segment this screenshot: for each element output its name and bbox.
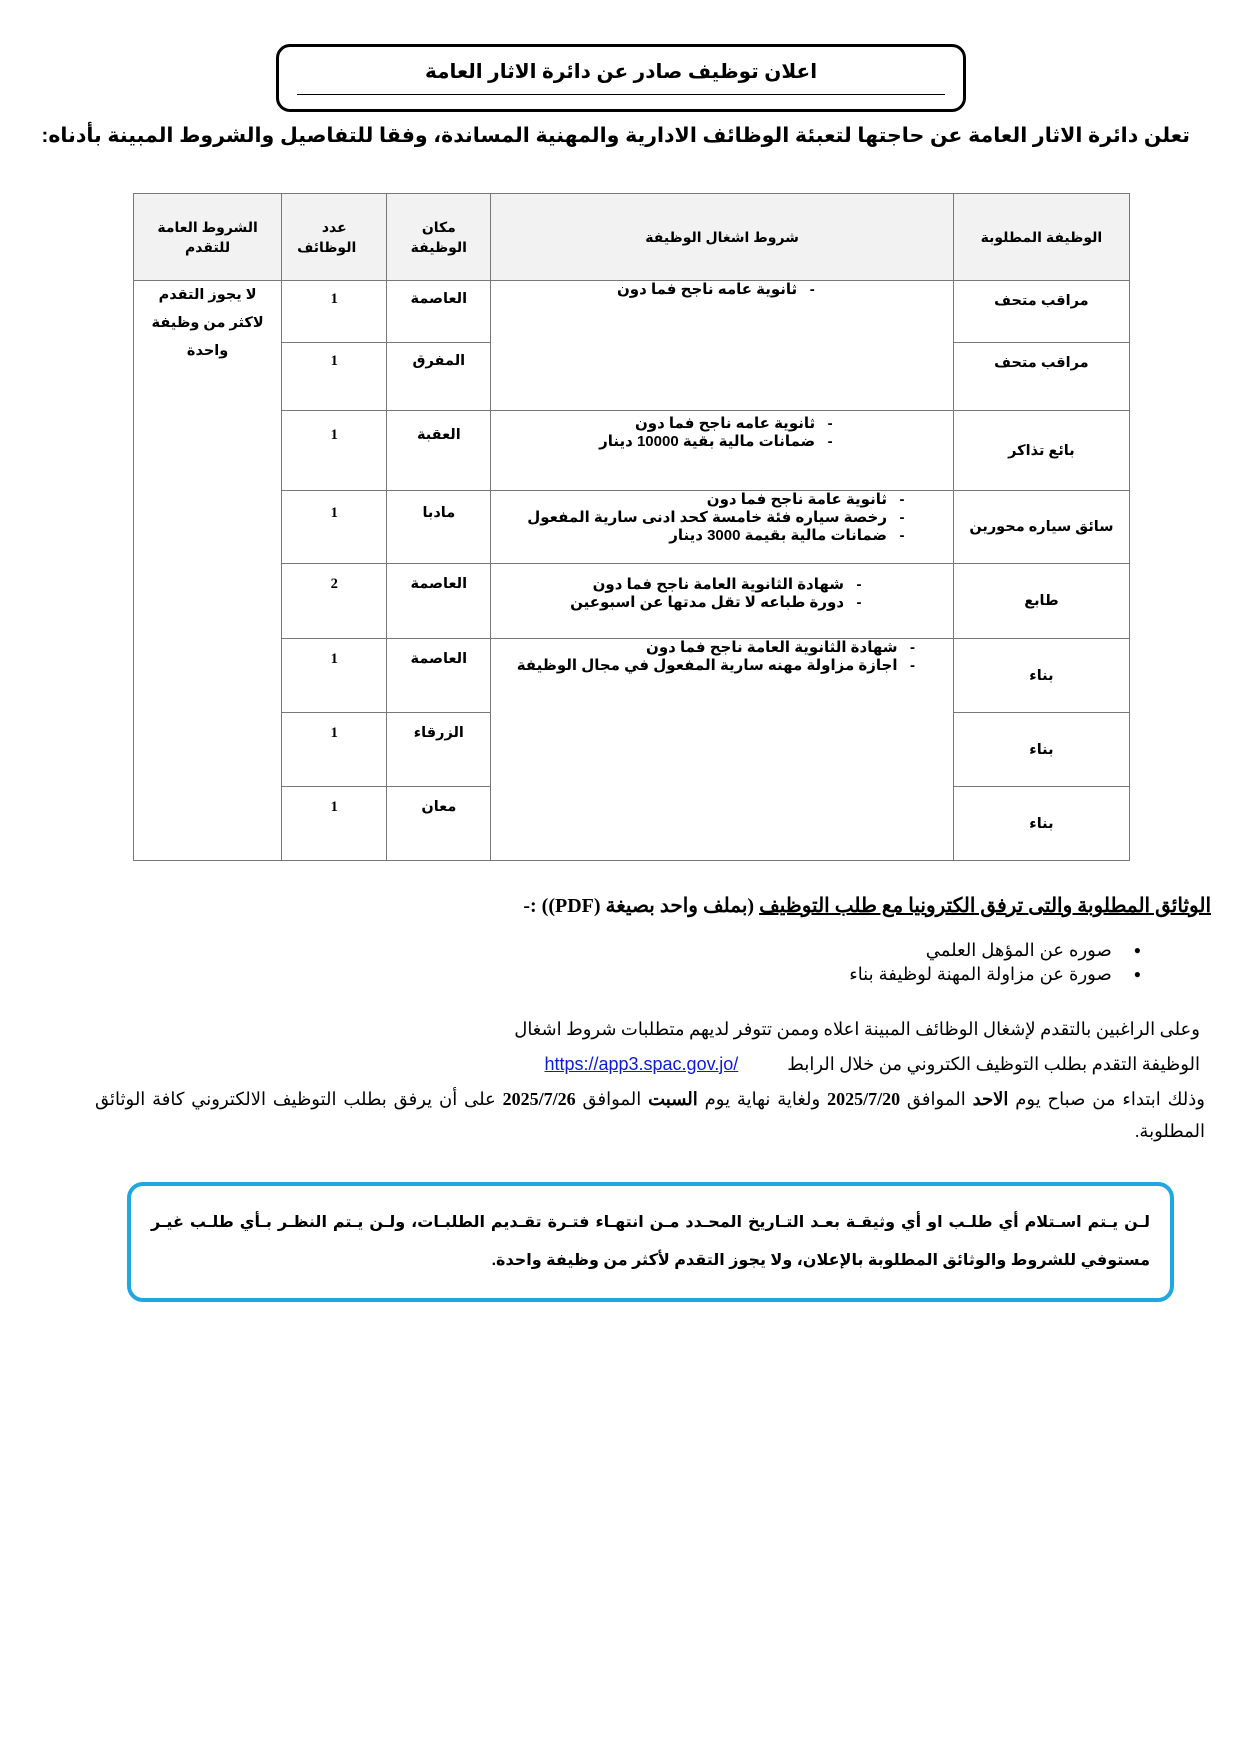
conditions-cell — [491, 281, 953, 411]
application-link[interactable]: https://app3.spac.gov.jo/ — [544, 1054, 739, 1074]
condition-list — [599, 415, 845, 451]
notice-text: لـن يـتم اسـتلام أي طلـب او أي وثيقـة بعـد التـاريخ المحـدد مـن انتهـاء فتـرة تقـديم الطلبـات، ولـن يـتم النظـر بـأي طلـب غيـر مستوفي للشروط والوثائق المطلوبة بالإعلان، ولا يجوز التقدم لأكثر من وظيفة واحدة. — [151, 1214, 1150, 1269]
dates-text: وذلك ابتداء من صباح يوم — [1008, 1089, 1205, 1109]
header-general: الشروط العامة للتقدم — [134, 194, 282, 281]
condition-list — [517, 639, 928, 675]
condition-item — [599, 433, 845, 451]
header-job: الوظيفة المطلوبة — [953, 194, 1129, 281]
job-cell: بناء — [953, 787, 1129, 861]
table-row — [134, 639, 1130, 713]
table-row — [134, 411, 1130, 491]
documents-heading-underlined: الوثائق المطلوبة والتى ترفق الكترونيا مع طلب التوظيف — [759, 895, 1211, 917]
place-cell: العاصمة — [387, 639, 491, 713]
condition-item — [517, 639, 928, 657]
table-row — [134, 491, 1130, 564]
count-cell: 1 — [282, 343, 387, 411]
application-dates-paragraph — [95, 1083, 1205, 1147]
dash-bullet: - — [910, 639, 915, 656]
count-cell: 1 — [282, 411, 387, 491]
place-cell: مادبا — [387, 491, 491, 564]
condition-list — [617, 281, 827, 299]
condition-text: ضمانات مالية بقية 10000 دينار — [599, 433, 816, 450]
dash-bullet: - — [899, 509, 905, 526]
count-cell: 1 — [282, 787, 387, 861]
job-cell: بائع تذاكر — [953, 411, 1129, 491]
document-item: ● صوره عن المؤهل العلمي — [849, 938, 1141, 962]
count-cell: 1 — [282, 281, 387, 343]
document-item: ● صورة عن مزاولة المهنة لوظيفة بناء — [849, 962, 1141, 986]
end-date: 2025/7/26 — [502, 1089, 576, 1109]
condition-item — [527, 527, 917, 545]
conditions-cell — [491, 639, 953, 861]
table-row — [134, 564, 1130, 639]
start-day: الاحد — [972, 1089, 1009, 1109]
conditions-cell — [491, 564, 953, 639]
condition-item — [570, 594, 874, 612]
condition-text: ثانوية عامه ناجح فما دون — [617, 281, 798, 298]
count-cell: 1 — [282, 713, 387, 787]
notice-box — [127, 1182, 1174, 1302]
table-header-row — [134, 194, 1130, 281]
job-cell: بناء — [953, 639, 1129, 713]
header-place: مكان الوظيفة — [387, 194, 491, 281]
job-cell: مراقب متحف — [953, 281, 1129, 343]
title-underline — [297, 94, 945, 95]
condition-item — [617, 281, 827, 299]
condition-item — [527, 491, 917, 509]
dash-bullet: - — [827, 433, 833, 450]
condition-text: ثانوية عامه ناجح فما دون — [634, 415, 816, 432]
place-cell: الزرقاء — [387, 713, 491, 787]
dash-bullet: - — [856, 576, 862, 593]
dash-bullet: - — [910, 657, 915, 674]
table-row — [134, 281, 1130, 343]
count-cell: 1 — [282, 639, 387, 713]
place-cell: العاصمة — [387, 281, 491, 343]
documents-heading-format: (بملف واحد بصيغة (PDF)) :- — [523, 895, 760, 917]
job-cell: مراقب متحف — [953, 343, 1129, 411]
general-condition-cell: لا يجوز التقدم لاكثر من وظيفة واحدة — [134, 281, 282, 861]
count-cell: 2 — [282, 564, 387, 639]
condition-text: رخصة سياره فئة خامسة كحد ادنى سارية المفعول — [527, 509, 887, 526]
dash-bullet: - — [827, 415, 833, 432]
condition-text: ثانوية عامة ناجح فما دون — [706, 491, 887, 508]
job-cell: بناء — [953, 713, 1129, 787]
dates-text: على أن يرفق بطلب التوظيف الالكتروني كافة الوثائق المطلوبة. — [95, 1089, 1205, 1141]
job-cell: سائق سياره محورين — [953, 491, 1129, 564]
dash-bullet: - — [856, 594, 862, 611]
dash-bullet: - — [899, 527, 905, 544]
condition-item — [570, 576, 874, 594]
dash-bullet: - — [899, 491, 905, 508]
header-count: عدد الوظائف — [282, 194, 387, 281]
place-cell: العاصمة — [387, 564, 491, 639]
condition-text: دورة طباعه لا تقل مدتها عن اسبوعين — [570, 594, 845, 611]
place-cell: معان — [387, 787, 491, 861]
conditions-cell — [491, 411, 953, 491]
intro-text: تعلن دائرة الاثار العامة عن حاجتها لتعبئة الوظائف الادارية والمهنية المساندة، وفقا للتفاصيل والشروط المبينة بأدناه: — [41, 124, 1190, 147]
conditions-cell — [491, 491, 953, 564]
application-line-1: وعلى الراغبين بالتقدم لإشغال الوظائف المبينة اعلاه وممن تتوفر لديهم متطلبات شروط اشغال — [514, 1019, 1200, 1039]
header-conditions: شروط اشغال الوظيفة — [491, 194, 953, 281]
jobs-table — [133, 193, 1130, 861]
count-cell: 1 — [282, 491, 387, 564]
condition-text: شهادة الثانوية العامة ناجح فما دون — [646, 639, 898, 656]
dates-text: الموافق — [900, 1089, 973, 1109]
condition-list — [570, 576, 874, 612]
application-line-2-text: الوظيفة التقدم بطلب التوظيف الكتروني من خلال الرابط — [787, 1054, 1200, 1074]
condition-text: ضمانات مالية بقيمة 3000 دينار — [669, 527, 887, 544]
announcement-title-box — [276, 44, 966, 112]
place-cell: المفرق — [387, 343, 491, 411]
condition-text: اجازة مزاولة مهنه سارية المفعول في مجال الوظيفة — [516, 657, 898, 674]
condition-item — [599, 415, 845, 433]
condition-list — [527, 491, 917, 545]
dash-bullet: - — [809, 281, 815, 298]
documents-list — [849, 938, 1141, 986]
condition-item — [527, 509, 917, 527]
place-cell: العقبة — [387, 411, 491, 491]
dates-text: الموافق — [575, 1089, 649, 1109]
job-cell: طابع — [953, 564, 1129, 639]
application-line-2 — [190, 1048, 1200, 1080]
condition-text: شهادة الثانوية العامة ناجح فما دون — [592, 576, 845, 593]
start-date: 2025/7/20 — [827, 1089, 901, 1109]
documents-heading — [523, 893, 1211, 918]
condition-item — [517, 657, 928, 675]
end-day: السبت — [648, 1089, 698, 1109]
dates-text: ولغاية نهاية يوم — [697, 1089, 828, 1109]
announcement-title: اعلان توظيف صادر عن دائرة الاثار العامة — [424, 61, 818, 83]
